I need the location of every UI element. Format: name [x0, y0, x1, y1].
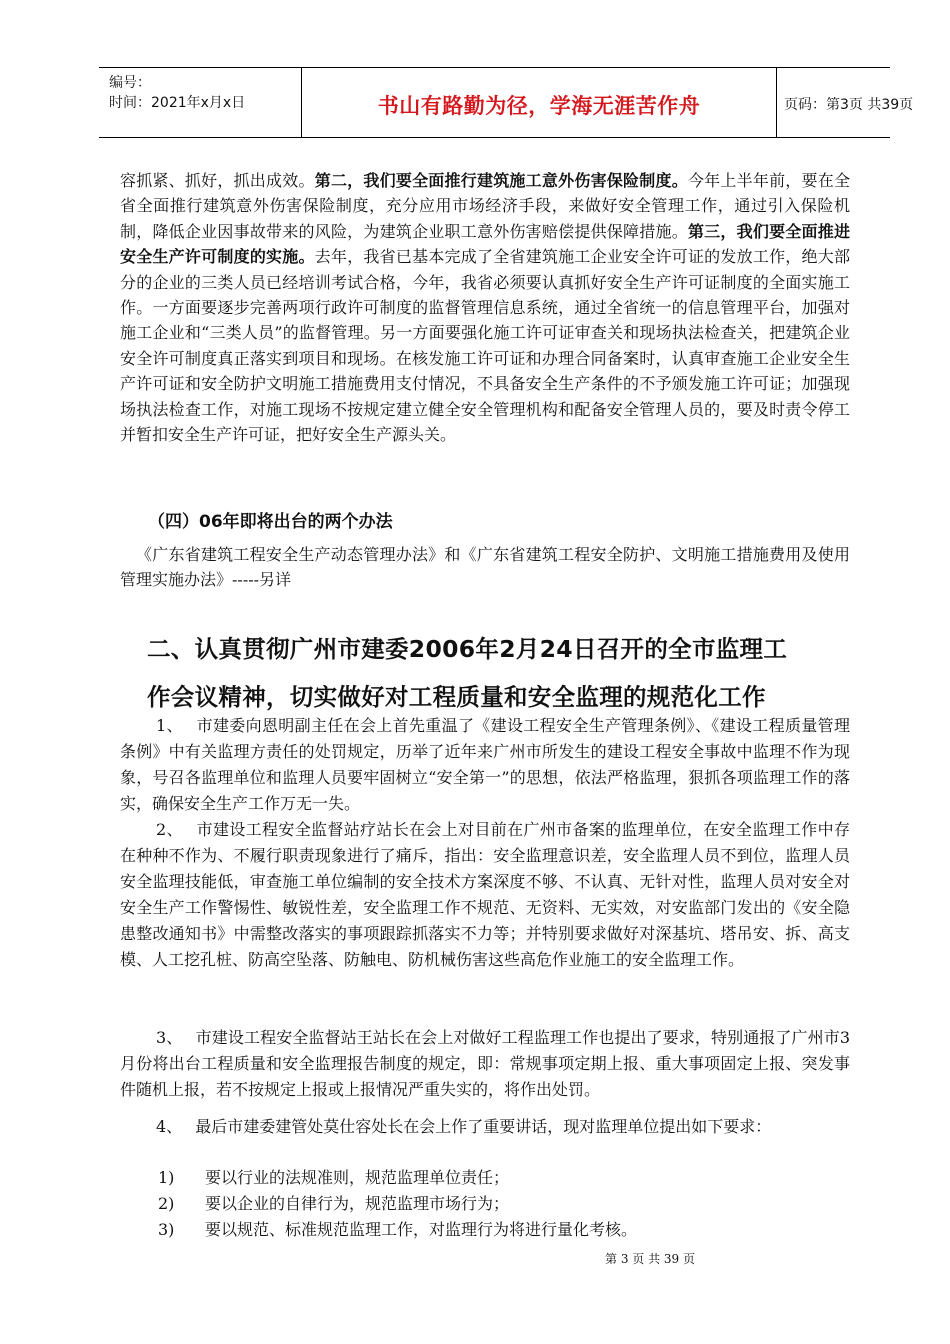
- sub-list-text: 要以企业的自律行为，规范监理市场行为；: [205, 1194, 510, 1213]
- sub-list-number: 1): [158, 1168, 175, 1187]
- intro-text-1: 容抓紧、抓好，抓出成效。: [120, 171, 315, 190]
- intro-text-2: 今年上半年前，要在全省全面推行建筑意外伤害保险制度，充分应用市场经济手段，来做好安全管理工作，通过引入保险机制，降低企业因事故带来的风险，为建筑企业职工意外伤害赔偿提供保障措施。: [120, 171, 850, 241]
- sub-list-item-2: [158, 1191, 509, 1216]
- sub-list-number: 2): [158, 1194, 175, 1213]
- list-item-3: 3、 市建设工程安全监督站王站长在会上对做好工程监理工作也提出了要求，特别通报了广州市3月份将出台工程质量和安全监理报告制度的规定，即：常规事项定期上报、重大事项固定上报、突发事件随机上报，若不按规定上报或上报情况严重失实的，将作出处罚。: [120, 1028, 850, 1099]
- intro-text-3: 去年，我省已基本完成了全省建筑施工企业安全许可证的发放工作，绝大部分的企业的三类人员已经培训考试合格，今年，我省必须要认真抓好安全生产许可证制度的全面实施工作。一方面要逐步完善两项行政许可制度的监督管理信息系统，通过全省统一的信息管理平台，加强对施工企业和“三类人员”的监督管理。另一方面要强化施工许可证审查关和现场执法检查关，把建筑企业安全许可制度真正落实到项目和现场。在核发施工许可证和办理合同备案时，认真审查施工企业安全生产许可证和安全防护文明施工措施费用支付情况，不具备安全生产条件的不予颁发施工许可证；加强现场执法检查工作，对施工现场不按规定建立健全安全管理机构和配备安全管理人员的，要及时责令停工并暂扣安全生产许可证，把好安全生产源头关。: [120, 247, 850, 445]
- section-2-heading-line-2: 作会议精神，切实做好对工程质量和安全监理的规范化工作: [147, 683, 766, 711]
- sub-list-text: 要以规范、标准规范监理工作，对监理行为将进行量化考核。: [205, 1220, 638, 1239]
- list-item-1: 1、 市建委向恩明副主任在会上首先重温了《建设工程安全生产管理条例》、《建设工程质量管理条例》中有关监理方责任的处罚规定，历举了近年来广州市所发生的建设工程安全事故中监理不作为现象，号召各监理单位和监理人员要牢固树立“安全第一”的思想，依法严格监理，狠抓各项监理工作的落实，确保安全生产工作万无一失。: [120, 716, 850, 813]
- header-info-cell: [99, 68, 301, 137]
- section-4-heading: （四）06年即将出台的两个办法: [148, 512, 393, 532]
- sub-list-item-1: [158, 1165, 509, 1190]
- document-date-label: 时间：2021年x月x日: [109, 95, 246, 111]
- list-item-4: 4、 最后市建委建管处莫仕容处长在会上作了重要讲话，现对监理单位提出如下要求：: [156, 1117, 772, 1136]
- header-page-number: 页码：第3页 共39页: [784, 97, 914, 113]
- intro-paragraph: [120, 168, 850, 447]
- section-2-heading-line-1: 二、认真贯彻广州市建委2006年2月24日召开的全市监理工: [147, 635, 788, 663]
- header-motto: 书山有路勤为径，学海无涯苦作舟: [377, 94, 701, 118]
- header-page-cell: [776, 68, 914, 137]
- document-number-label: 编号：: [109, 75, 151, 91]
- document-header: [99, 67, 914, 138]
- sub-list-number: 3): [158, 1220, 175, 1239]
- header-motto-cell: [301, 68, 777, 137]
- intro-bold-point-2: 第二，我们要全面推行建筑施工意外伤害保险制度。: [314, 171, 688, 190]
- section-4-body: 《广东省建筑工程安全生产动态管理办法》和《广东省建筑工程安全防护、文明施工措施费用及使用管理实施办法》-----另详: [120, 545, 850, 590]
- list-item-2: 2、 市建设工程安全监督站疗站长在会上对目前在广州市备案的监理单位，在安全监理工作中存在种种不作为、不履行职责现象进行了痛斥，指出：安全监理意识差，安全监理人员不到位，监理人员安全监理技能低，审查施工单位编制的安全技术方案深度不够、不认真、无针对性，监理人员对安全对安全生产工作警惕性、敏锐性差，安全监理工作不规范、无资料、无实效，对安监部门发出的《安全隐患整改通知书》中需整改落实的事项跟踪抓落实不力等；并特别要求做好对深基坑、塔吊安、拆、高支模、人工挖孔桩、防高空坠落、防触电、防机械伤害这些高危作业施工的安全监理工作。: [120, 820, 850, 969]
- sub-list-text: 要以行业的法规准则，规范监理单位责任；: [205, 1168, 510, 1187]
- page-footer: 第 3 页 共 39 页: [605, 1252, 695, 1266]
- intro-bold-point-3: 第三，我们要全面推进安全生产许可制度的实施。: [120, 221, 850, 267]
- sub-list-item-3: [158, 1217, 637, 1242]
